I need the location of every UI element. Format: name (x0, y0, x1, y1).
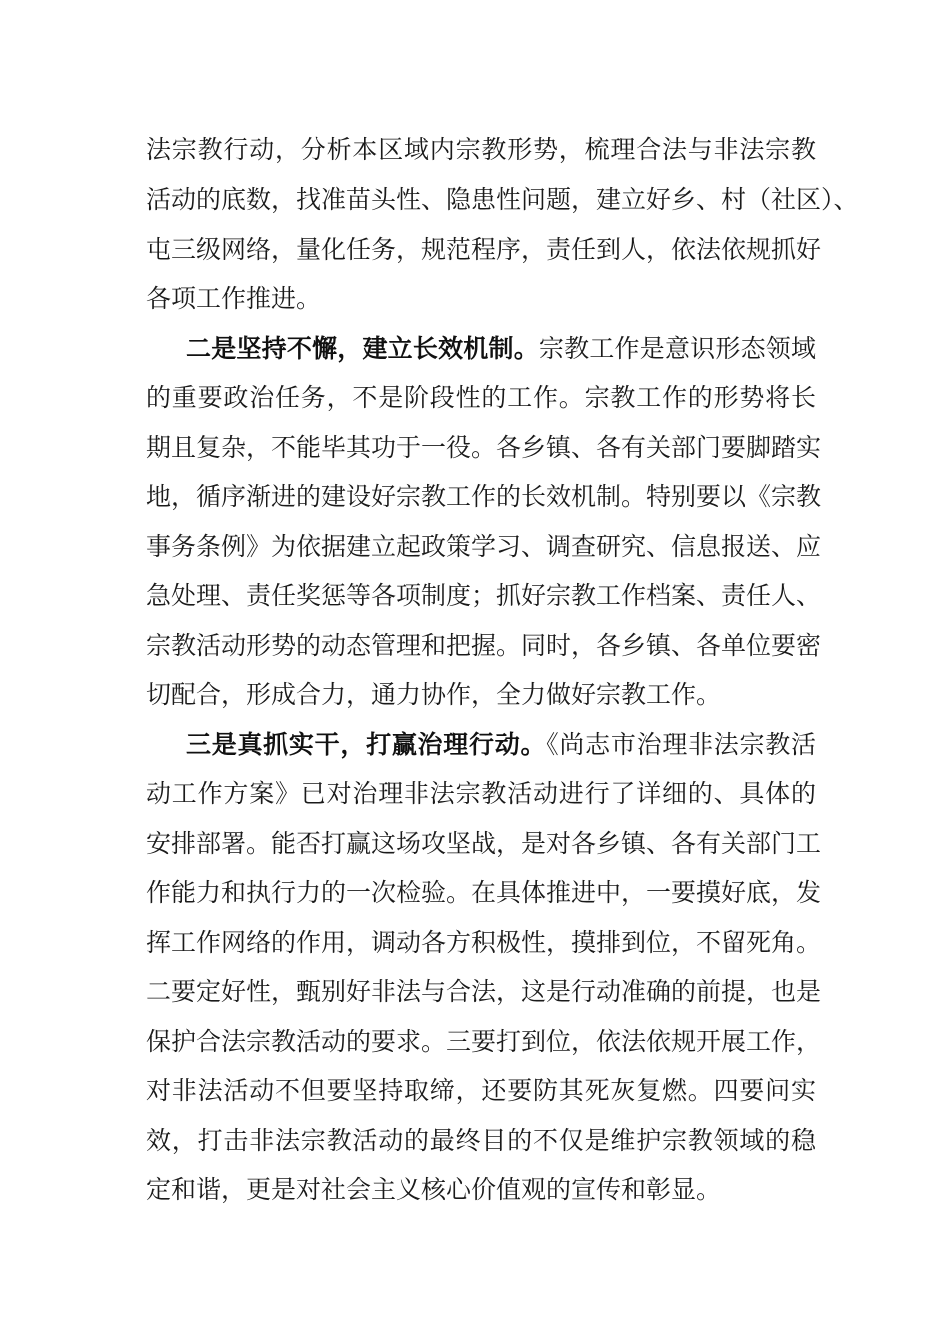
paragraph-line: 作能力和执行力的一次检验。在具体推进中，一要摸好底，发 (146, 878, 822, 907)
paragraph-line: 急处理、责任奖惩等各项制度；抓好宗教工作档案、责任人、 (146, 581, 822, 610)
paragraph-line: 宗教活动形势的动态管理和把握。同时，各乡镇、各单位要密 (146, 631, 822, 660)
paragraph-line: 动工作方案》已对治理非法宗教活动进行了详细的、具体的 (146, 779, 816, 808)
paragraph-line: 保护合法宗教活动的要求。三要打到位，依法依规开展工作， (146, 1027, 822, 1056)
section-heading: 二是坚持不懈，建立长效机制。 (186, 334, 539, 363)
paragraph-line: 切配合，形成合力，通力协作，全力做好宗教工作。 (146, 680, 722, 709)
paragraph-line: 地，循序渐进的建设好宗教工作的长效机制。特别要以《宗教 (146, 482, 822, 511)
paragraph-line: 的重要政治任务，不是阶段性的工作。宗教工作的形势将长 (146, 383, 816, 412)
paragraph-first-line (186, 725, 816, 765)
paragraph-line: 各项工作推进。 (146, 284, 322, 313)
paragraph-line: 对非法活动不但要坚持取缔，还要防其死灰复燃。四要问实 (146, 1076, 816, 1105)
paragraph-line: 屯三级网络，量化任务，规范程序，责任到人，依法依规抓好 (146, 235, 822, 264)
paragraph-line: 挥工作网络的作用，调动各方积极性，摸排到位，不留死角。 (146, 928, 822, 957)
paragraph-line: 效，打击非法宗教活动的最终目的不仅是维护宗教领域的稳 (146, 1126, 816, 1155)
paragraph-text: 宗教工作是意识形态领域 (538, 334, 816, 363)
paragraph-line: 事务条例》为依据建立起政策学习、调查研究、信息报送、应 (146, 532, 822, 561)
paragraph-line: 定和谐，更是对社会主义核心价值观的宣传和彰显。 (146, 1175, 722, 1204)
paragraph-line: 期且复杂，不能毕其功于一役。各乡镇、各有关部门要脚踏实 (146, 433, 822, 462)
paragraph-line: 安排部署。能否打赢这场攻坚战，是对各乡镇、各有关部门工 (146, 829, 822, 858)
paragraph-text: 《尚志市治理非法宗教活 (546, 730, 816, 759)
paragraph-line: 活动的底数，找准苗头性、隐患性问题，建立好乡、村（社区）、 (146, 185, 859, 214)
section-heading: 三是真抓实干，打赢治理行动。 (186, 730, 547, 759)
paragraph-line: 二要定好性，甄别好非法与合法，这是行动准确的前提，也是 (146, 977, 822, 1006)
paragraph-line: 法宗教行动，分析本区域内宗教形势，梳理合法与非法宗教 (146, 135, 816, 164)
paragraph-first-line (186, 329, 816, 369)
